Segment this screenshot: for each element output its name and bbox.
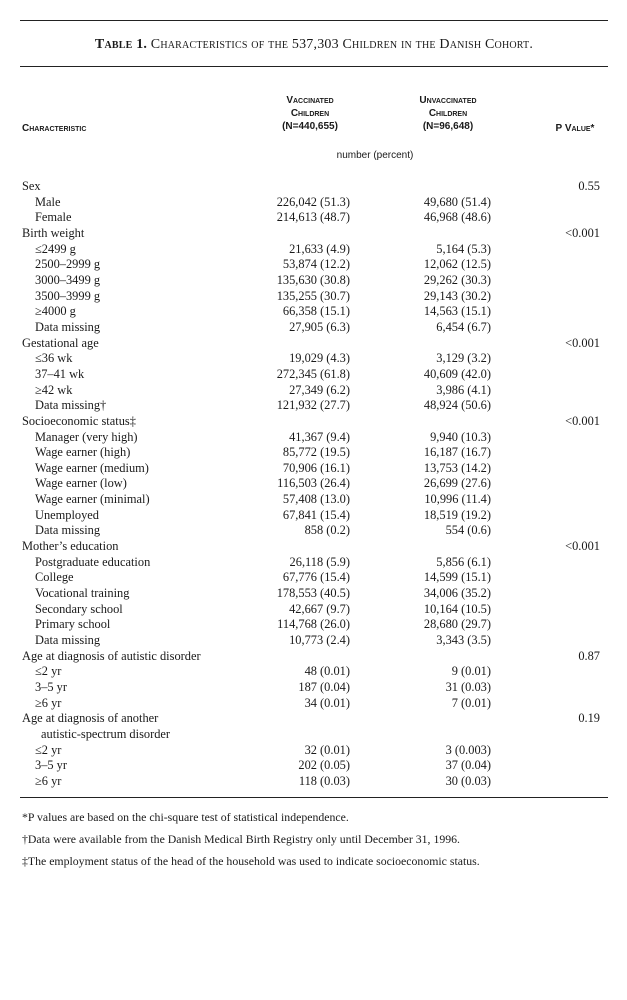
row-label: Sex	[22, 179, 41, 193]
unvaccinated-value: 37 (0.04)	[445, 758, 491, 773]
table-row	[0, 445, 627, 461]
header-unvaccinated	[383, 94, 513, 133]
unvaccinated-value: 30 (0.03)	[445, 773, 491, 788]
table-body	[0, 179, 627, 790]
unvaccinated-value: 29,143 (30.2)	[423, 288, 491, 303]
table-row	[0, 602, 627, 618]
row-label: Socioeconomic status‡	[22, 413, 136, 428]
header-p-value-label: P Value*	[555, 123, 595, 134]
row-label: Female	[35, 210, 72, 225]
unvaccinated-value: 3,986 (4.1)	[436, 382, 491, 397]
unvaccinated-value: 3,343 (3.5)	[436, 633, 491, 648]
unvaccinated-value: 14,599 (15.1)	[423, 570, 491, 585]
row-label: Wage earner (minimal)	[35, 492, 150, 507]
header-unvaccinated-line2: Children	[428, 108, 468, 119]
unvaccinated-value: 554 (0.6)	[445, 523, 491, 538]
row-label: Secondary school	[35, 601, 123, 616]
group-row	[0, 711, 627, 727]
row-label: 3500–3999 g	[35, 288, 101, 303]
group-row	[0, 539, 627, 555]
table-row	[0, 680, 627, 696]
header-vaccinated-line1: Vaccinated	[286, 95, 334, 106]
p-value: 0.87	[578, 648, 600, 663]
row-label: 2500–2999 g	[35, 257, 101, 272]
row-label: Vocational training	[35, 586, 130, 601]
header-vaccinated	[245, 94, 375, 133]
table-row	[0, 430, 627, 446]
footnote-registry: †Data were available from the Danish Medical Birth Registry only until December 31, 1996.	[22, 832, 460, 846]
group-row	[0, 179, 627, 195]
vaccinated-value: 67,841 (15.4)	[282, 507, 350, 522]
row-label: College	[35, 570, 74, 585]
p-value: <0.001	[565, 413, 600, 428]
vaccinated-value: 858 (0.2)	[304, 523, 350, 538]
unvaccinated-value: 3,129 (3.2)	[436, 351, 491, 366]
unvaccinated-value: 46,968 (48.6)	[423, 210, 491, 225]
table-row	[0, 555, 627, 571]
vaccinated-value: 66,358 (15.1)	[282, 304, 350, 319]
vaccinated-value: 135,630 (30.8)	[276, 272, 350, 287]
row-label: Data missing	[35, 633, 101, 648]
row-label: Data missing†	[35, 398, 107, 413]
table-row	[0, 696, 627, 712]
vaccinated-value: 57,408 (13.0)	[282, 492, 350, 507]
row-label: autistic-spectrum disorder	[41, 726, 171, 741]
unvaccinated-value: 6,454 (6.7)	[436, 319, 491, 334]
top-rule	[20, 20, 608, 21]
unvaccinated-value: 18,519 (19.2)	[423, 507, 491, 522]
row-label: 3–5 yr	[35, 758, 68, 773]
unvaccinated-value: 10,996 (11.4)	[424, 492, 491, 507]
unvaccinated-value: 31 (0.03)	[445, 680, 491, 694]
footnote-p-values: *P values are based on the chi-square test of statistical independence.	[22, 810, 349, 824]
vaccinated-value: 26,118 (5.9)	[289, 554, 350, 569]
header-vaccinated-line2: Children	[290, 108, 330, 119]
vaccinated-value: 114,768 (26.0)	[277, 617, 350, 632]
vaccinated-value: 27,905 (6.3)	[289, 319, 350, 334]
vaccinated-value: 53,874 (12.2)	[282, 257, 350, 272]
table-row	[0, 210, 627, 226]
table-row	[0, 508, 627, 524]
vaccinated-value: 85,772 (19.5)	[282, 445, 350, 460]
table-row	[0, 727, 627, 743]
vaccinated-value: 10,773 (2.4)	[289, 633, 350, 648]
vaccinated-value: 187 (0.04)	[298, 680, 350, 694]
vaccinated-value: 121,932 (27.7)	[276, 398, 350, 413]
group-row	[0, 649, 627, 665]
unvaccinated-value: 28,680 (29.7)	[423, 617, 491, 632]
row-label: ≤2 yr	[35, 742, 62, 757]
unvaccinated-value: 7 (0.01)	[451, 695, 491, 710]
header-characteristic	[22, 122, 86, 135]
row-label: Postgraduate education	[35, 554, 151, 569]
table-row	[0, 617, 627, 633]
vaccinated-value: 32 (0.01)	[304, 742, 350, 757]
table-row	[0, 383, 627, 399]
unvaccinated-value: 26,699 (27.6)	[423, 476, 491, 491]
unvaccinated-value: 3 (0.003)	[445, 742, 491, 757]
vaccinated-value: 70,906 (16.1)	[282, 460, 350, 475]
vaccinated-value: 34 (0.01)	[304, 695, 350, 710]
row-label: Mother’s education	[22, 539, 119, 554]
vaccinated-value: 19,029 (4.3)	[289, 351, 350, 366]
unvaccinated-value: 48,924 (50.6)	[423, 398, 491, 413]
header-vaccinated-n: (N=440,655)	[282, 121, 338, 132]
bottom-rule	[20, 797, 608, 798]
row-label: Birth weight	[22, 225, 85, 240]
vaccinated-value: 214,613 (48.7)	[276, 210, 350, 225]
row-label: 3000–3499 g	[35, 272, 101, 287]
unvaccinated-value: 14,563 (15.1)	[423, 304, 491, 319]
vaccinated-value: 135,255 (30.7)	[276, 288, 350, 303]
p-value: <0.001	[565, 539, 600, 554]
row-label: Manager (very high)	[35, 429, 138, 444]
row-label: ≥6 yr	[35, 773, 62, 788]
vaccinated-value: 27,349 (6.2)	[289, 382, 350, 397]
row-label: Data missing	[35, 319, 101, 334]
table-row	[0, 774, 627, 790]
row-label: Gestational age	[22, 335, 99, 350]
vaccinated-value: 178,553 (40.5)	[276, 586, 350, 601]
p-value: 0.19	[578, 711, 600, 726]
footnote-socioeconomic: ‡The employment status of the head of the household was used to indicate socioeconomic status.	[22, 854, 480, 868]
row-label: 3–5 yr	[35, 680, 68, 694]
table-row	[0, 351, 627, 367]
row-label: ≤2 yr	[35, 664, 62, 679]
row-label: Data missing	[35, 523, 101, 538]
vaccinated-value: 118 (0.03)	[298, 773, 350, 788]
header-unvaccinated-line1: Unvaccinated	[419, 95, 477, 106]
table-row	[0, 273, 627, 289]
row-label: Primary school	[35, 617, 111, 632]
table-row	[0, 304, 627, 320]
table-row	[0, 664, 627, 680]
unvaccinated-value: 10,164 (10.5)	[423, 601, 491, 616]
vaccinated-value: 67,776 (15.4)	[282, 570, 350, 585]
unvaccinated-value: 5,164 (5.3)	[436, 241, 491, 256]
table-row	[0, 257, 627, 273]
table-row	[0, 586, 627, 602]
row-label: Wage earner (medium)	[35, 460, 149, 475]
unvaccinated-value: 29,262 (30.3)	[423, 272, 491, 287]
vaccinated-value: 48 (0.01)	[304, 664, 350, 679]
header-p-value	[535, 122, 615, 135]
vaccinated-value: 21,633 (4.9)	[289, 241, 350, 256]
p-value: 0.55	[578, 179, 600, 193]
row-label: ≥42 wk	[35, 382, 73, 397]
vaccinated-value: 272,345 (61.8)	[276, 366, 350, 381]
vaccinated-value: 42,667 (9.7)	[289, 601, 350, 616]
unvaccinated-value: 9 (0.01)	[451, 664, 491, 679]
unvaccinated-value: 13,753 (14.2)	[423, 460, 491, 475]
row-label: 37–41 wk	[35, 366, 85, 381]
row-label: ≥6 yr	[35, 695, 62, 710]
table-row	[0, 398, 627, 414]
group-row	[0, 414, 627, 430]
table-row	[0, 758, 627, 774]
row-label: Wage earner (low)	[35, 476, 127, 491]
p-value: <0.001	[565, 225, 600, 240]
table-caption: Characteristics of the 537,303 Children in the Danish Cohort.	[150, 37, 534, 52]
row-label: Age at diagnosis of autistic disorder	[22, 648, 201, 663]
p-value: <0.001	[565, 335, 600, 350]
table-row	[0, 492, 627, 508]
table-row	[0, 461, 627, 477]
table-title	[20, 37, 608, 53]
units-label: number (percent)	[336, 150, 414, 161]
unvaccinated-value: 16,187 (16.7)	[423, 445, 491, 460]
table-row	[0, 320, 627, 336]
unvaccinated-value: 12,062 (12.5)	[423, 257, 491, 272]
table-row	[0, 523, 627, 539]
group-row	[0, 226, 627, 242]
row-label: ≤2499 g	[35, 241, 76, 256]
group-row	[0, 336, 627, 352]
title-rule	[20, 66, 608, 67]
row-label: Unemployed	[35, 507, 100, 522]
table-row	[0, 633, 627, 649]
table-row	[0, 743, 627, 759]
table-row	[0, 289, 627, 305]
table-row	[0, 570, 627, 586]
row-label: Age at diagnosis of another	[22, 711, 159, 726]
row-label: ≥4000 g	[35, 304, 76, 319]
table-label: Table 1.	[94, 37, 148, 52]
table-row	[0, 195, 627, 211]
header-unvaccinated-n: (N=96,648)	[422, 121, 474, 132]
table-row	[0, 476, 627, 492]
table-row	[0, 367, 627, 383]
row-label: ≤36 wk	[35, 351, 73, 366]
row-label: Male	[35, 194, 61, 209]
table-row	[0, 242, 627, 258]
vaccinated-value: 226,042 (51.3)	[276, 194, 350, 209]
vaccinated-value: 202 (0.05)	[298, 758, 350, 773]
vaccinated-value: 116,503 (26.4)	[277, 476, 350, 491]
vaccinated-value: 41,367 (9.4)	[289, 429, 350, 444]
unvaccinated-value: 40,609 (42.0)	[423, 366, 491, 381]
unvaccinated-value: 5,856 (6.1)	[436, 554, 491, 569]
unvaccinated-value: 49,680 (51.4)	[423, 194, 491, 209]
row-label: Wage earner (high)	[35, 445, 131, 460]
header-characteristic-label: Characteristic	[22, 123, 87, 134]
unvaccinated-value: 34,006 (35.2)	[423, 586, 491, 601]
unvaccinated-value: 9,940 (10.3)	[430, 429, 491, 444]
